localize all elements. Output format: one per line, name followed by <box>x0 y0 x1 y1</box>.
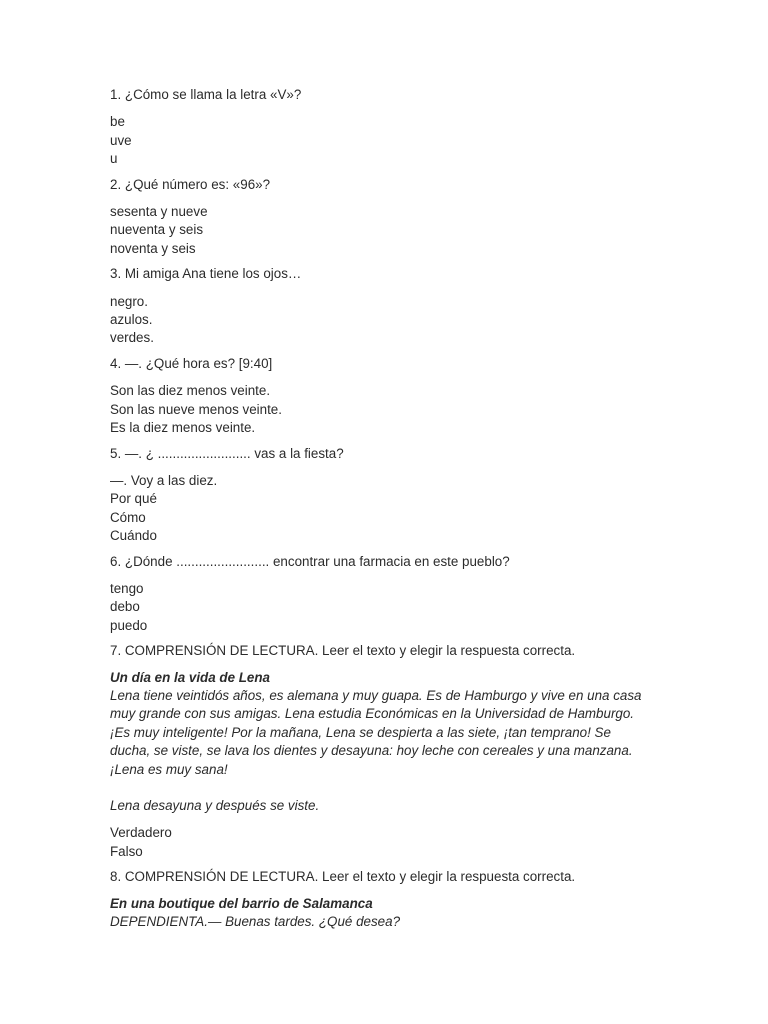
option[interactable]: Son las nueve menos veinte. <box>110 401 282 417</box>
option[interactable]: noventa y seis <box>110 240 196 256</box>
question-4: 4. —. ¿Qué hora es? [9:40] <box>110 355 273 371</box>
option[interactable]: be <box>110 114 125 130</box>
option[interactable]: Por qué <box>110 491 157 507</box>
option[interactable]: azulos. <box>110 312 153 328</box>
option[interactable]: tengo <box>110 580 144 596</box>
question-5: 5. —. ¿ ......................... vas a la fiesta? <box>110 445 344 461</box>
reading-line: ¡Lena es muy sana! <box>110 761 228 777</box>
reading-passage-8 <box>110 895 670 932</box>
option[interactable]: Cuándo <box>110 528 157 544</box>
option[interactable]: negro. <box>110 293 148 309</box>
reading-line: muy grande con sus amigas. Lena estudia Económicas en la Universidad de Hamburgo. <box>110 706 635 722</box>
options-3 <box>110 293 670 348</box>
question-1: 1. ¿Cómo se llama la letra «V»? <box>110 87 302 102</box>
options-6 <box>110 580 670 635</box>
option[interactable]: debo <box>110 599 140 615</box>
question-3: 3. Mi amiga Ana tiene los ojos… <box>110 266 302 282</box>
option[interactable]: Falso <box>110 843 143 859</box>
option[interactable]: nueventa y seis <box>110 222 204 238</box>
options-2 <box>110 203 670 258</box>
option[interactable]: uve <box>110 132 132 148</box>
question-8: 8. COMPRENSIÓN DE LECTURA. Leer el texto y elegir la respuesta correcta. <box>110 869 576 885</box>
question-7: 7. COMPRENSIÓN DE LECTURA. Leer el texto y elegir la respuesta correcta. <box>110 643 576 659</box>
option[interactable]: verdes. <box>110 330 154 346</box>
option[interactable]: puedo <box>110 617 148 633</box>
options-5 <box>110 472 670 546</box>
option[interactable]: Cómo <box>110 509 146 525</box>
reading-line: DEPENDIENTA.— Buenas tardes. ¿Qué desea? <box>110 914 401 930</box>
reading-line: ¡Es muy inteligente! Por la mañana, Lena se despierta a las siete, ¡tan temprano! Se <box>110 724 611 740</box>
options-1 <box>110 113 670 168</box>
options-4 <box>110 382 670 437</box>
reading-line: ducha, se viste, se lava los dientes y desayuna: hoy leche con cereales y una manzana. <box>110 743 633 759</box>
option[interactable]: u <box>110 151 118 167</box>
question-6: 6. ¿Dónde ......................... encontrar una farmacia en este pueblo? <box>110 553 510 569</box>
reading-title: En una boutique del barrio de Salamanca <box>110 895 373 911</box>
reading-title: Un día en la vida de Lena <box>110 669 270 685</box>
option[interactable]: Verdadero <box>110 825 172 841</box>
reading-passage-7 <box>110 669 670 816</box>
option[interactable]: sesenta y nueve <box>110 204 208 220</box>
dialogue-line: —. Voy a las diez. <box>110 472 218 488</box>
option[interactable]: Es la diez menos veinte. <box>110 420 256 436</box>
quiz-page <box>110 86 670 931</box>
question-2: 2. ¿Qué número es: «96»? <box>110 176 271 192</box>
statement: Lena desayuna y después se viste. <box>110 798 320 813</box>
reading-line: Lena tiene veintidós años, es alemana y muy guapa. Es de Hamburgo y vive en una casa <box>110 687 642 703</box>
option[interactable]: Son las diez menos veinte. <box>110 383 271 399</box>
options-7 <box>110 824 670 861</box>
